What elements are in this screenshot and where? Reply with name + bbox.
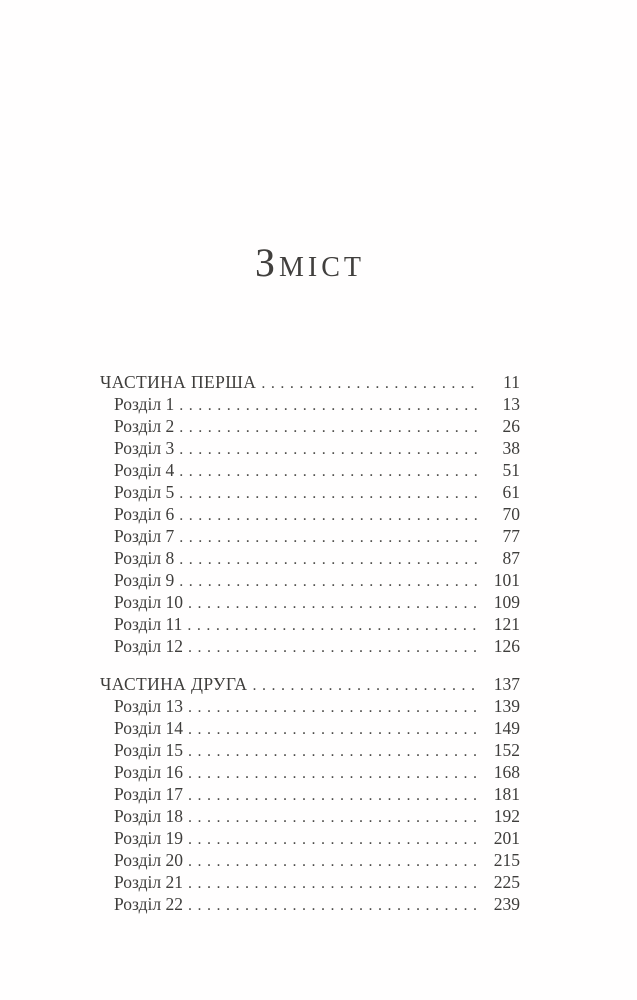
toc-row-розділ-18 — [100, 806, 520, 828]
toc-entry-page-number: 201 — [493, 828, 520, 848]
dot-leader — [188, 829, 478, 850]
toc-entry-label: Розділ 7 — [114, 526, 175, 546]
toc-row-розділ-16 — [100, 762, 520, 784]
dot-leader — [179, 483, 478, 504]
toc-entry-label: Розділ 15 — [114, 740, 184, 760]
toc-entry-label: Розділ 16 — [114, 762, 184, 782]
toc-entry-label: Розділ 12 — [114, 636, 184, 656]
toc-row-part-1 — [100, 372, 520, 394]
toc-entry-label: ЧАСТИНА ПЕРША — [100, 372, 257, 392]
toc-row-розділ-21 — [100, 872, 520, 894]
toc-entry-page-number: 149 — [493, 718, 520, 738]
toc-entry-label: Розділ 4 — [114, 460, 175, 480]
toc-entry-page-number: 121 — [493, 614, 520, 634]
toc-entry-label: Розділ 13 — [114, 696, 184, 716]
toc-entry-page-number: 192 — [493, 806, 520, 826]
dot-leader — [188, 741, 478, 762]
dot-leader — [188, 851, 478, 872]
toc-row-розділ-1 — [100, 394, 520, 416]
toc-entry-page-number: 70 — [502, 504, 520, 524]
toc-row-розділ-22 — [100, 894, 520, 916]
dot-leader — [179, 549, 478, 570]
toc-entry-label: Розділ 22 — [114, 894, 184, 914]
page-title: Зміст — [254, 240, 366, 285]
dot-leader — [252, 675, 478, 696]
toc-entry-page-number: 51 — [502, 460, 520, 480]
toc-entry-page-number: 26 — [502, 416, 520, 436]
toc-entry-page-number: 152 — [493, 740, 520, 760]
toc-row-розділ-20 — [100, 850, 520, 872]
toc-row-розділ-8 — [100, 548, 520, 570]
toc-entry-label: Розділ 19 — [114, 828, 184, 848]
dot-leader — [179, 395, 478, 416]
dot-leader — [188, 593, 478, 614]
toc-section-1 — [100, 372, 520, 658]
dot-leader — [188, 785, 478, 806]
toc-entry-label: Розділ 6 — [114, 504, 175, 524]
toc-row-розділ-5 — [100, 482, 520, 504]
toc-row-розділ-2 — [100, 416, 520, 438]
toc-entry-label: Розділ 9 — [114, 570, 175, 590]
dot-leader — [179, 461, 478, 482]
toc-entry-page-number: 101 — [493, 570, 520, 590]
toc-entry-label: Розділ 17 — [114, 784, 184, 804]
toc-entry-page-number: 87 — [502, 548, 520, 568]
toc-row-розділ-9 — [100, 570, 520, 592]
toc-entry-label: Розділ 20 — [114, 850, 184, 870]
toc-entry-page-number: 215 — [493, 850, 520, 870]
toc-entry-page-number: 61 — [502, 482, 520, 502]
toc-row-розділ-13 — [100, 696, 520, 718]
dot-leader — [179, 505, 478, 526]
toc-row-розділ-11 — [100, 614, 520, 636]
toc-row-part-2 — [100, 674, 520, 696]
toc-entry-label: Розділ 18 — [114, 806, 184, 826]
dot-leader — [179, 571, 478, 592]
toc-entry-page-number: 13 — [502, 394, 520, 414]
toc-entry-page-number: 77 — [502, 526, 520, 546]
toc-entry-label: Розділ 3 — [114, 438, 175, 458]
toc-row-розділ-6 — [100, 504, 520, 526]
toc-entry-label: Розділ 1 — [114, 394, 175, 414]
table-of-contents — [100, 372, 520, 916]
toc-entry-page-number: 137 — [493, 674, 520, 694]
toc-row-розділ-17 — [100, 784, 520, 806]
toc-entry-label: Розділ 10 — [114, 592, 184, 612]
toc-row-розділ-15 — [100, 740, 520, 762]
dot-leader — [179, 439, 478, 460]
toc-entry-label: Розділ 11 — [114, 614, 183, 634]
dot-leader — [188, 697, 478, 718]
dot-leader — [188, 763, 478, 784]
toc-entry-page-number: 239 — [493, 894, 520, 914]
dot-leader — [188, 637, 478, 658]
toc-entry-page-number: 109 — [493, 592, 520, 612]
toc-entry-label: Розділ 21 — [114, 872, 184, 892]
toc-row-розділ-14 — [100, 718, 520, 740]
toc-row-розділ-7 — [100, 526, 520, 548]
toc-entry-label: Розділ 2 — [114, 416, 175, 436]
toc-entry-label: Розділ 8 — [114, 548, 175, 568]
dot-leader — [188, 719, 478, 740]
toc-section-2 — [100, 674, 520, 916]
dot-leader — [179, 417, 478, 438]
toc-entry-page-number: 139 — [493, 696, 520, 716]
toc-row-розділ-19 — [100, 828, 520, 850]
dot-leader — [188, 807, 478, 828]
toc-row-розділ-12 — [100, 636, 520, 658]
toc-entry-label: Розділ 14 — [114, 718, 184, 738]
toc-entry-page-number: 11 — [503, 372, 520, 392]
toc-entry-label: ЧАСТИНА ДРУГА — [100, 674, 248, 694]
toc-entry-page-number: 168 — [493, 762, 520, 782]
dot-leader — [188, 873, 478, 894]
toc-entry-page-number: 181 — [493, 784, 520, 804]
toc-entry-label: Розділ 5 — [114, 482, 175, 502]
dot-leader — [261, 373, 478, 394]
dot-leader — [179, 527, 478, 548]
toc-entry-page-number: 225 — [493, 872, 520, 892]
toc-row-розділ-3 — [100, 438, 520, 460]
toc-row-розділ-10 — [100, 592, 520, 614]
toc-entry-page-number: 126 — [493, 636, 520, 656]
dot-leader — [187, 615, 478, 636]
toc-row-розділ-4 — [100, 460, 520, 482]
toc-entry-page-number: 38 — [502, 438, 520, 458]
dot-leader — [188, 895, 478, 916]
